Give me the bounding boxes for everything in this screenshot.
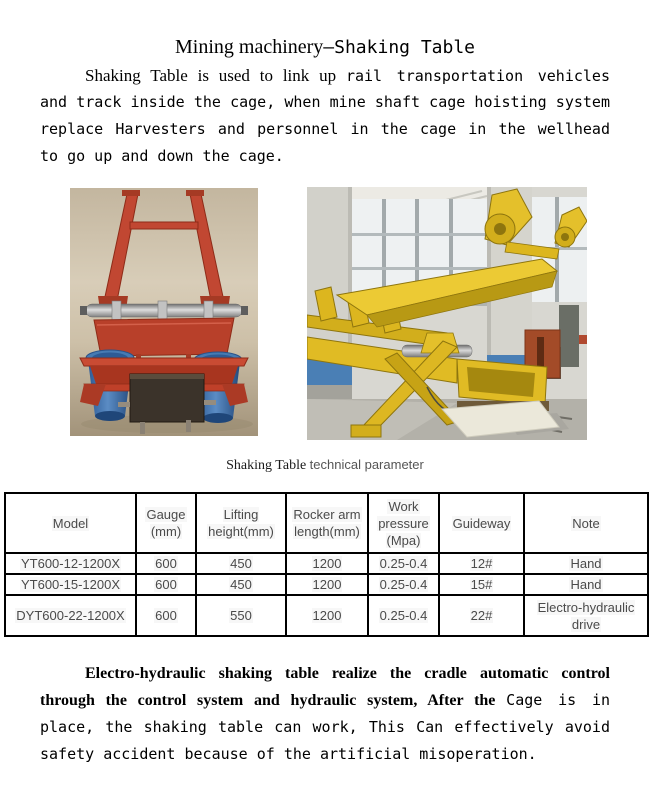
header-text: Work pressure (Mpa) — [378, 498, 429, 548]
table-cell — [196, 553, 286, 574]
text-line — [40, 660, 610, 687]
text-segment: to go up and down the cage. — [40, 147, 284, 165]
cell-text: Hand — [570, 556, 602, 571]
header-text: Guideway — [452, 515, 511, 531]
intro-paragraph — [40, 62, 610, 170]
spec-table — [4, 492, 649, 637]
cell-text: 600 — [155, 577, 177, 592]
cell-text: 22# — [470, 608, 493, 623]
red-frame-illustration — [70, 188, 258, 436]
table-cell — [136, 595, 196, 636]
text-segment: through the control system and hydraulic system, After the — [40, 692, 507, 709]
cell-text: YT600-15-1200X — [20, 577, 120, 592]
table-cell — [196, 595, 286, 636]
cell-text: 1200 — [312, 556, 342, 571]
cell-text: Hand — [570, 577, 602, 592]
cell-text: Electro-hydraulic drive — [537, 599, 635, 632]
table-row — [5, 595, 648, 636]
cell-text: 0.25-0.4 — [379, 608, 428, 623]
table-cell — [524, 574, 648, 595]
table-header-cell — [368, 493, 439, 553]
table-header-cell — [196, 493, 286, 553]
cell-text: 12# — [470, 556, 493, 571]
table-cell — [196, 574, 286, 595]
table-row — [5, 553, 648, 574]
table-cell — [368, 595, 439, 636]
cell-text: 600 — [155, 556, 177, 571]
header-text: Model — [52, 515, 89, 531]
yellow-machine-illustration — [307, 187, 587, 440]
table-cell — [439, 553, 524, 574]
text-segment: —Shaking Table — [323, 37, 476, 58]
cell-text: 15# — [470, 577, 493, 592]
table-cell — [524, 553, 648, 574]
text-line — [40, 741, 610, 768]
text-segment: Mining machinery — [174, 36, 324, 58]
text-line — [40, 62, 610, 89]
cell-text: 450 — [230, 556, 252, 571]
table-cell — [5, 553, 136, 574]
text-segment: and track inside the cage, when mine shaft cage hoisting system — [40, 93, 610, 111]
table-header-cell — [439, 493, 524, 553]
photo-red-frame — [70, 188, 258, 436]
table-cell — [439, 574, 524, 595]
table-cell — [136, 553, 196, 574]
text-segment: Cage is in — [506, 691, 610, 709]
table-cell — [286, 574, 368, 595]
header-text: Note — [572, 515, 600, 531]
cell-text: 0.25-0.4 — [379, 577, 428, 592]
cell-text: 0.25-0.4 — [379, 556, 428, 571]
text-segment: Shaking Table — [226, 458, 310, 473]
table-caption — [0, 456, 650, 475]
cell-text: 600 — [155, 608, 177, 623]
cell-text: 1200 — [312, 608, 342, 623]
text-line — [40, 89, 610, 116]
cell-text: YT600-12-1200X — [20, 556, 120, 571]
text-segment: Shaking Table is used to link up — [85, 66, 346, 85]
table-cell — [5, 595, 136, 636]
text-line — [40, 143, 610, 170]
table-header-cell — [5, 493, 136, 553]
cell-text: 1200 — [312, 577, 342, 592]
photo-yellow-machine — [307, 187, 587, 440]
page-title — [0, 24, 650, 61]
header-text: Lifting height(mm) — [208, 507, 274, 539]
text-segment: replace Harvesters and personnel in the cage in the wellhead — [40, 120, 610, 138]
cell-text: 550 — [230, 608, 252, 623]
text-segment: Electro-hydraulic shaking table realize the cradle automatic control — [85, 665, 610, 682]
table-header-cell — [524, 493, 648, 553]
table-cell — [286, 595, 368, 636]
table-cell — [368, 553, 439, 574]
text-segment: place, the shaking table can work, This Can effectively avoid — [40, 718, 610, 736]
text-line — [40, 714, 610, 741]
table-header-cell — [136, 493, 196, 553]
table-cell — [439, 595, 524, 636]
table-cell — [286, 553, 368, 574]
cell-text: DYT600-22-1200X — [16, 608, 125, 623]
table-cell — [136, 574, 196, 595]
text-segment: rail transportation vehicles — [345, 67, 610, 85]
text-line — [40, 687, 610, 714]
header-text: Rocker arm length(mm) — [293, 507, 361, 539]
table-cell — [524, 595, 648, 636]
text-segment: technical parameter — [309, 457, 424, 472]
text-line — [40, 116, 610, 143]
table-header-cell — [286, 493, 368, 553]
table-row — [5, 574, 648, 595]
text-segment: safety accident because of the artificial misoperation. — [40, 745, 537, 763]
table-header-row — [5, 493, 648, 553]
cell-text: 450 — [230, 577, 252, 592]
closing-paragraph — [40, 660, 610, 768]
header-text: Gauge (mm) — [146, 507, 186, 539]
table-cell — [5, 574, 136, 595]
table-cell — [368, 574, 439, 595]
